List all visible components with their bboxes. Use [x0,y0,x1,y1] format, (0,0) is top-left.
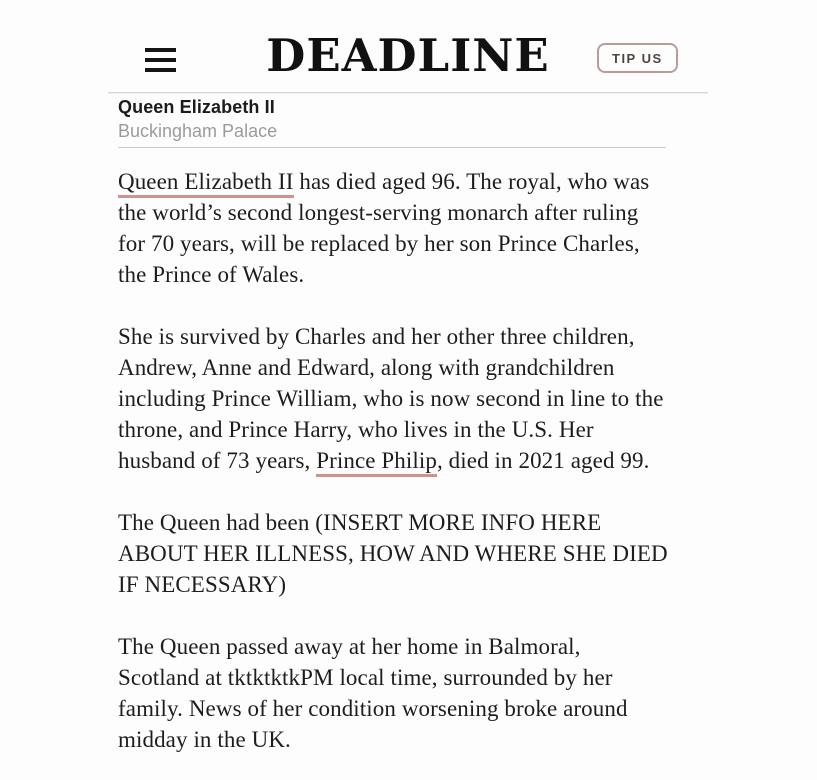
site-logo[interactable]: DEADLINE [266,29,550,82]
header-divider [108,92,708,93]
text-segment: The Queen had been (INSERT MORE INFO HERE [118,510,602,535]
article-byline: Buckingham Palace [118,121,278,141]
text-line [118,259,703,290]
text-segment: husband of 73 years, [118,448,317,473]
paragraph [118,321,703,476]
paragraph [118,631,703,755]
text-segment: for 70 years, will be replaced by her son Prince Charles, [118,231,640,256]
inline-link[interactable]: Prince Philip [316,448,437,477]
text-line [118,538,703,569]
text-segment: the Prince of Wales. [118,262,305,287]
text-segment: The Queen passed away at her home in Balmoral, [118,634,581,659]
text-segment: family. News of her condition worsening broke around [118,696,628,721]
inline-link[interactable]: Queen Elizabeth II [118,169,294,198]
article-title: Queen Elizabeth II [118,97,275,117]
text-line [118,166,703,197]
paragraph [118,507,703,600]
site-header [108,30,708,85]
text-segment: midday in the UK. [118,727,291,752]
text-segment: Scotland at tktktktkPM local time, surrounded by her [118,665,613,690]
text-segment: , died in 2021 aged 99. [436,448,650,473]
text-line [118,445,703,476]
text-line [118,662,703,693]
text-line [118,383,703,414]
text-segment: ABOUT HER ILLNESS, HOW AND WHERE SHE DIED [118,541,668,566]
text-segment: has died aged 96. The royal, who was [293,169,650,194]
text-line [118,197,703,228]
text-line [118,724,703,755]
text-segment: IF NECESSARY) [118,572,287,597]
text-line [118,569,703,600]
byline-divider [118,147,666,148]
text-segment: Andrew, Anne and Edward, along with grandchildren [118,355,615,380]
tip-us-button[interactable]: TIP US [597,43,678,73]
text-segment: the world’s second longest-serving monarch after ruling [118,200,639,225]
article-body [118,166,703,780]
text-segment: including Prince William, who is now second in line to the [118,386,664,411]
text-line [118,352,703,383]
text-segment: She is survived by Charles and her other three children, [118,324,635,349]
text-line [118,507,703,538]
text-segment: throne, and Prince Harry, who lives in the U.S. Her [118,417,594,442]
text-line [118,321,703,352]
text-line [118,693,703,724]
text-line [118,631,703,662]
text-line [118,414,703,445]
paragraph [118,166,703,290]
text-line [118,228,703,259]
